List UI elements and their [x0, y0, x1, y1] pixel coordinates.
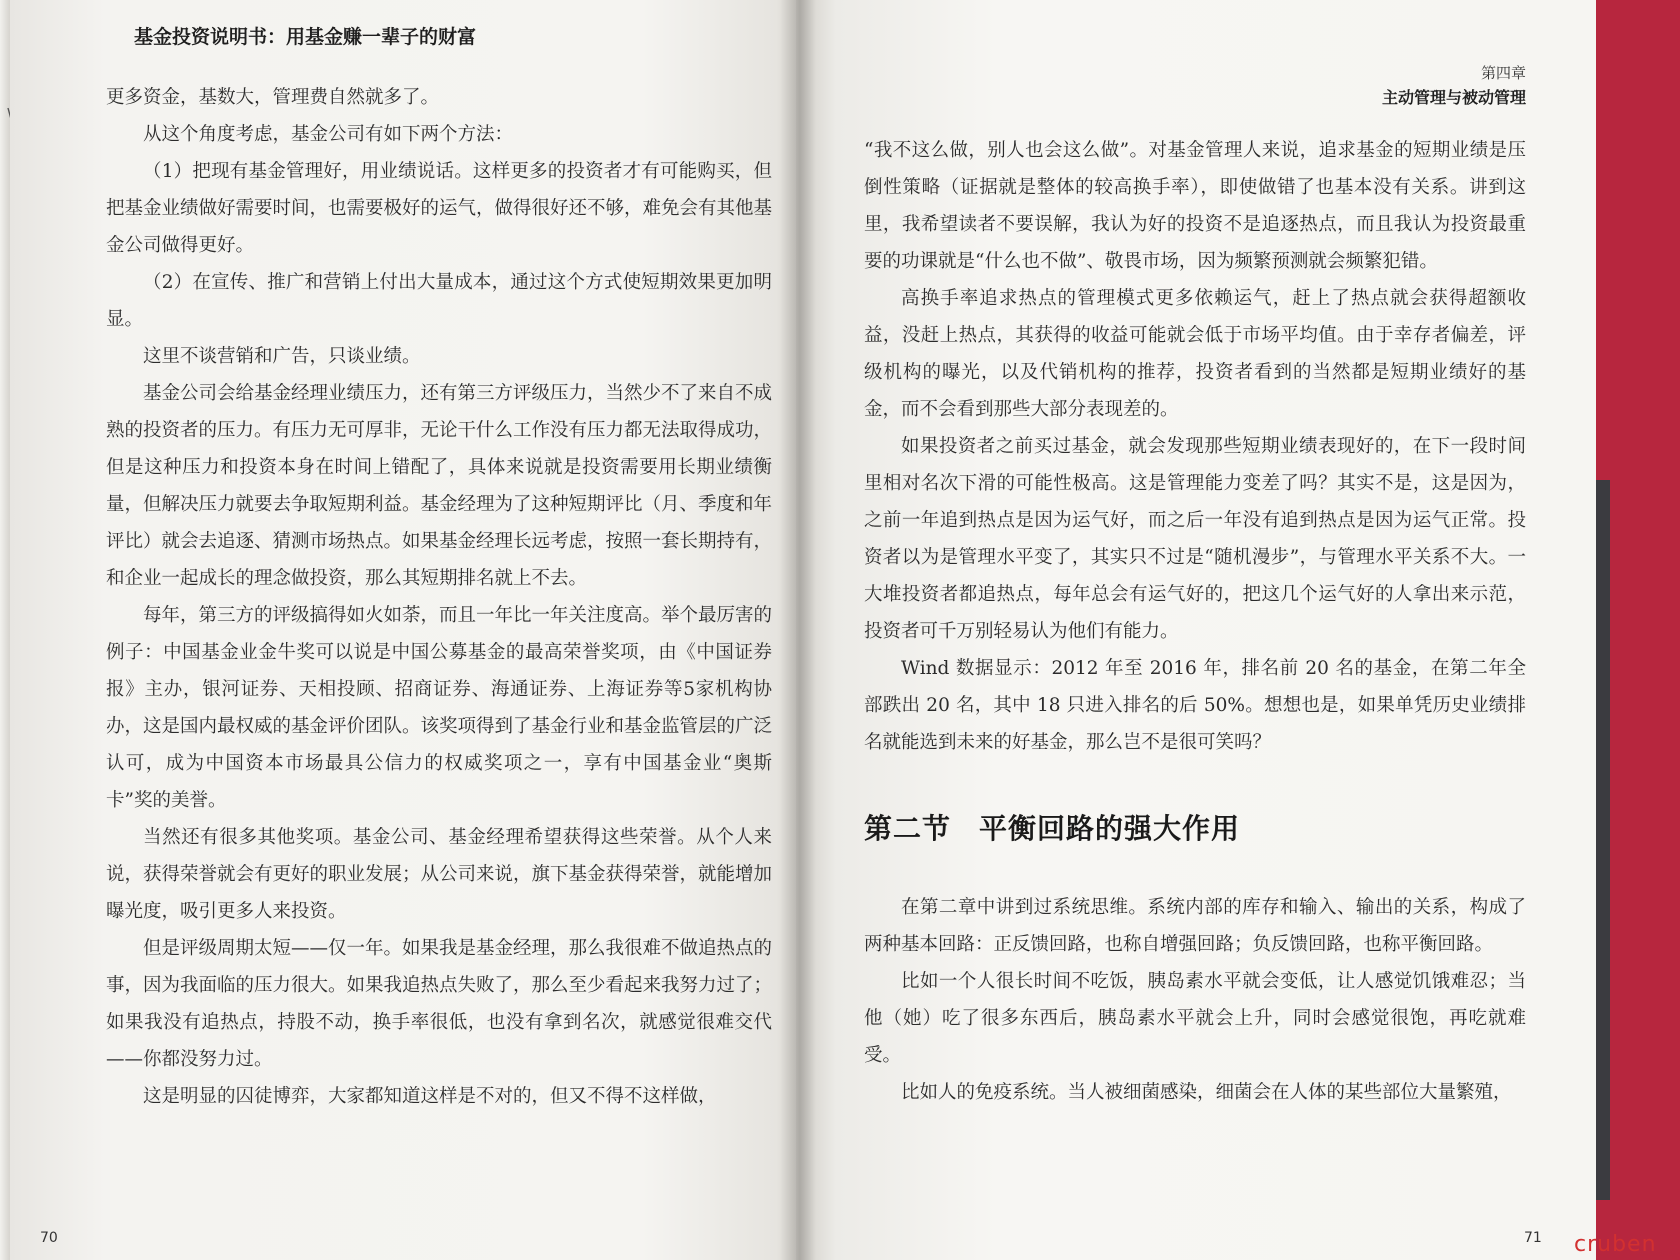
paragraph: Wind 数据显示：2012 年至 2016 年，排名前 20 名的基金，在第二年全部跌出 20 名，其中 18 只进入排名的后 50%。想想也是，如果单凭历史业绩排名就能选到未来的好基金，那么岂不是很可笑吗？: [864, 658, 1526, 753]
left-page-body: [106, 79, 772, 1115]
paragraph: 从这个角度考虑，基金公司有如下两个方法：: [143, 124, 514, 145]
paragraph: （2）在宣传、推广和营销上付出大量成本，通过这个方式使短期效果更加明显。: [106, 272, 772, 330]
right-page-body-before: [864, 132, 1526, 761]
page-number-left: 70: [40, 1230, 58, 1246]
book-spine-shadow: [780, 0, 816, 1260]
section-title-text: 平衡回路的强大作用: [979, 812, 1241, 845]
paragraph: 每年，第三方的评级搞得如火如荼，而且一年比一年关注度高。举个最厉害的例子：中国基金业金牛奖可以说是中国公募基金的最高荣誉奖项，由《中国证券报》主办，银河证券、天相投顾、招商证券、海通证券、上海证券等5家机构协办，这是国内最权威的基金评价团队。该奖项得到了基金行业和基金监管层的广泛认可，成为中国资本市场最具公信力的权威奖项之一，享有中国基金业“奥斯卡”奖的美誉。: [106, 605, 773, 811]
chapter-title: 主动管理与被动管理: [1381, 88, 1526, 107]
paragraph: “我不这么做，别人也会这么做”。对基金管理人来说，追求基金的短期业绩是压倒性策略（证据就是整体的较高换手率），即使做错了也基本没有关系。讲到这里，我希望读者不要误解，我认为好的投资不是追逐热点，而且我认为投资最重要的功课就是“什么也不做”、敬畏市场，因为频繁预测就会频繁犯错。: [864, 140, 1526, 272]
chapter-header: [864, 62, 1526, 108]
paragraph: 比如人的免疫系统。当人被细菌感染，细菌会在人体的某些部位大量繁殖，: [901, 1082, 1512, 1103]
paragraph: 如果投资者之前买过基金，就会发现那些短期业绩表现好的，在下一段时间里相对名次下滑的可能性极高。这是管理能力变差了吗？其实不是，这是因为，之前一年追到热点是因为运气好，而之后一年没有追到热点是因为运气正常。投资者以为是管理水平变了，其实只不过是“随机漫步”，与管理水平关系不大。一大堆投资者都追热点，每年总会有运气好的，把这几个运气好的人拿出来示范，投资者可千万别轻易认为他们有能力。: [864, 436, 1526, 642]
right-page-body-after: [864, 889, 1526, 1111]
watermark-text: cruben: [1574, 1232, 1657, 1257]
right-page: [796, 0, 1596, 1260]
section-heading: [864, 807, 1526, 847]
paragraph: 但是评级周期太短——仅一年。如果我是基金经理，那么我很难不做追热点的事，因为我面临的压力很大。如果我追热点失败了，那么至少看起来我努力过了；如果我没有追热点，持股不动，换手率很低，也没有拿到名次，就感觉很难交代——你都没努力过。: [106, 938, 773, 1070]
chapter-number: 第四章: [1480, 64, 1526, 82]
paragraph: 比如一个人很长时间不吃饭，胰岛素水平就会变低，让人感觉饥饿难忍；当他（她）吃了很多东西后，胰岛素水平就会上升，同时会感觉很饱，再吃就难受。: [864, 971, 1526, 1066]
paragraph: 高换手率追求热点的管理模式更多依赖运气，赶上了热点就会获得超额收益，没赶上热点，其获得的收益可能就会低于市场平均值。由于幸存者偏差，评级机构的曝光，以及代销机构的推荐，投资者看到的当然都是短期业绩好的基金，而不会看到那些大部分表现差的。: [864, 288, 1526, 420]
paragraph: （1）把现有基金管理好，用业绩说话。这样更多的投资者才有可能购买，但把基金业绩做好需要时间，也需要极好的运气，做得很好还不够，难免会有其他基金公司做得更好。: [106, 161, 773, 256]
paragraph: 当然还有很多其他奖项。基金公司、基金经理希望获得这些荣誉。从个人来说，获得荣誉就会有更好的职业发展；从公司来说，旗下基金获得荣誉，就能增加曝光度，吸引更多人来投资。: [106, 827, 773, 922]
paragraph: 这里不谈营销和广告，只谈业绩。: [143, 346, 421, 367]
paragraph: 基金公司会给基金经理业绩压力，还有第三方评级压力，当然少不了来自不成熟的投资者的压力。有压力无可厚非，无论干什么工作没有压力都无法取得成功，但是这种压力和投资本身在时间上错配了，具体来说就是投资需要用长期业绩衡量，但解决压力就要去争取短期利益。基金经理为了这种短期评比（月、季度和年评比）就会去追逐、猜测市场热点。如果基金经理长远考虑，按照一套长期持有，和企业一起成长的理念做投资，那么其短期排名就上不去。: [106, 383, 773, 589]
paragraph: 更多资金，基数大，管理费自然就多了。: [106, 87, 440, 108]
page-number-right: 71: [1524, 1230, 1542, 1246]
paragraph: 在第二章中讲到过系统思维。系统内部的库存和输入、输出的关系，构成了两种基本回路：正反馈回路，也称自增强回路；负反馈回路，也称平衡回路。: [864, 897, 1526, 955]
paragraph: 这是明显的囚徒博弈，大家都知道这样是不对的，但又不得不这样做，: [143, 1086, 717, 1107]
book-cover-edge: [1596, 480, 1610, 1200]
running-header: 基金投资说明书：用基金赚一辈子的财富: [134, 26, 477, 48]
left-page: [10, 0, 800, 1260]
section-number: 第二节: [864, 812, 952, 845]
